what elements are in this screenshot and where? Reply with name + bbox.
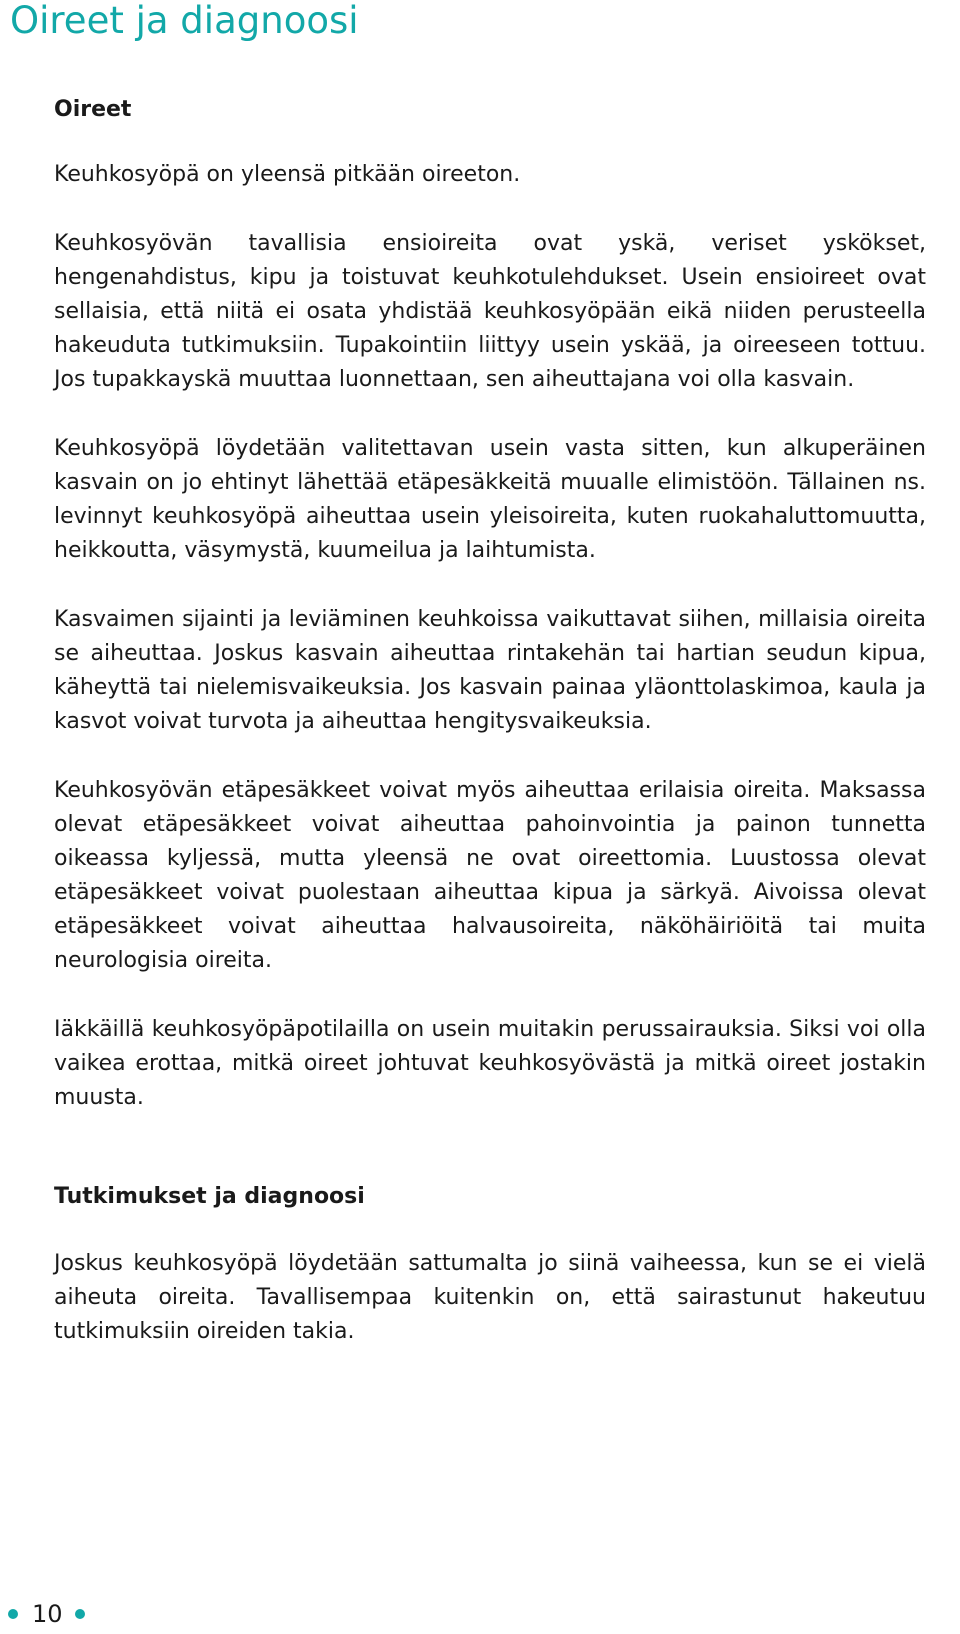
paragraph: Keuhkosyövän etäpesäkkeet voivat myös aiheuttaa erilaisia oireita. Maksassa olevat etäpesäkkeet voivat aiheuttaa pahoinvointia ja painon tunnetta oikeassa kyljessä, mutta yleensä ne ovat oireettomia. Luustossa olevat etäpesäkkeet voivat puolestaan aiheuttaa kipua ja särkyä. Aivoissa olevat etäpesäkkeet voivat aiheuttaa halvausoireita, näköhäiriöitä tai muita neurologisia oireita. [54,778,926,973]
document-body [54,90,926,1349]
paragraph: Keuhkosyövän tavallisia ensioireita ovat yskä, veriset yskökset, hengenahdistus, kipu ja toistuvat keuhkotulehdukset. Usein ensioireet ovat sellaisia, että niitä ei osata yhdistää keuhkosyöpään eikä niiden perusteella hakeuduta tutkimuksiin. Tupakointiin liittyy usein yskää, ja oireeseen tottuu. Jos tupakkayskä muuttaa luonnettaan, sen aiheuttajana voi olla kasvain. [54,231,926,392]
page-title: Oireet ja diagnoosi [10,0,359,42]
paragraph: Kasvaimen sijainti ja leviäminen keuhkoissa vaikuttavat siihen, millaisia oireita se aiheuttaa. Joskus kasvain aiheuttaa rintakehän tai hartian seudun kipua, käheyttä tai nielemisvaikeuksia. Jos kasvain painaa yläonttolaskimoa, kaula ja kasvot voivat turvota ja aiheuttaa hengitysvaikeuksia. [54,607,926,734]
paragraph: Keuhkosyöpä on yleensä pitkään oireeton. [54,162,521,187]
page-number: 10 [32,1600,63,1628]
page-footer [0,1594,85,1634]
paragraph: Keuhkosyöpä löydetään valitettavan usein vasta sitten, kun alkuperäinen kasvain on jo ehtinyt lähettää etäpesäkkeitä muualle elimistöön. Tällainen ns. levinnyt keuhkosyöpä aiheuttaa usein yleisoireita, kuten ruokahaluttomuutta, heikkoutta, väsymystä, kuumeilua ja laihtumista. [54,436,926,563]
bullet-dot-icon [75,1609,85,1619]
section-heading-oireet: Oireet [54,97,132,122]
paragraph: Iäkkäillä keuhkosyöpäpotilailla on usein muitakin perussairauksia. Siksi voi olla vaikea erottaa, mitkä oireet johtuvat keuhkosyövästä ja mitkä oireet jostakin muusta. [54,1017,926,1110]
paragraph: Joskus keuhkosyöpä löydetään sattumalta jo siinä vaiheessa, kun se ei vielä aiheuta oireita. Tavallisempaa kuitenkin on, että sairastunut hakeutuu tutkimuksiin oireiden takia. [54,1251,926,1344]
bullet-dot-icon [8,1609,18,1619]
section-heading-tutkimukset: Tutkimukset ja diagnoosi [54,1184,365,1209]
